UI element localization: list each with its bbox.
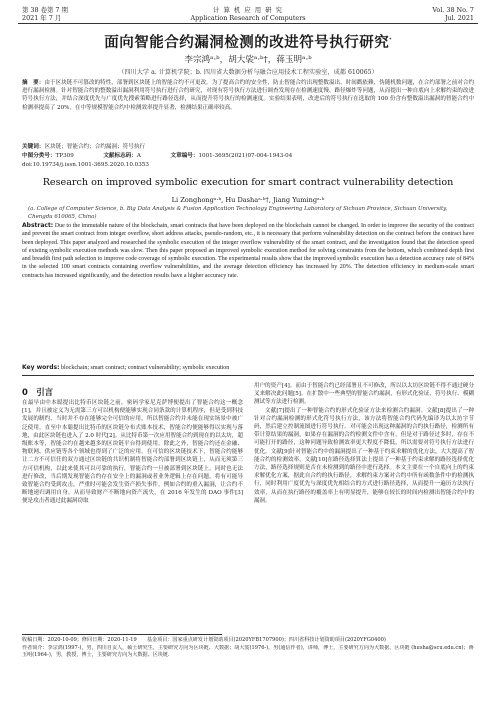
volume-issue-en: Vol. 38 No. 7 xyxy=(432,6,474,14)
header-rule xyxy=(18,23,478,24)
keywords-en xyxy=(22,364,474,372)
class-number-value: TP309 xyxy=(55,153,74,159)
keywords-cn xyxy=(22,143,474,151)
body-column-right xyxy=(254,382,474,628)
abstract-cn xyxy=(22,79,474,141)
class-number-label: 中图分类号： xyxy=(22,153,56,159)
classification-line xyxy=(22,152,474,160)
abstract-cn-text: 由于区块链不可篡改的特性，部署到区块链上的智能合约不可更改。为了提高合约的安全性，防止智能合约出现整数溢出、时间戳依赖、伪随机数问题，在合约部署之前对合约进行漏洞检测。针对智能合约的整数溢出漏洞利用符号执行进行合约研究，对现有符号执行方法进行调查发现存在检测速度慢、路径爆炸等问题，从而提出一种自底向上求解约束的改进符号执行方法，并结合深度优先与广度优先搜索策略进行路径选择，从而提升符号执行的检测速度。实验结果表明，改进后的符号执行在选取的 100 份含有整数溢出漏洞的智能合约中检测率提高了 20%，在中等规模智能合约中检测效率提升显著，检测结果正确率较高。 xyxy=(22,80,474,111)
affiliation-cn: （四川大学 a. 计算机学院；b. 四川省大数据分析与融合应用技术工程实验室，成都 610065） xyxy=(118,69,378,76)
keywords-en-text: blockchain; smart contract; contract vulnerability; symbolic execution xyxy=(61,365,230,371)
abstract-cn-label: 摘 要： xyxy=(22,80,45,86)
article-number-label: 文章编号： xyxy=(170,153,199,159)
date-cn: 2021 年 7 月 xyxy=(22,14,62,22)
body-column-left: 在最早由中本聪提出比特币区块链之前，密码学家尼克萨博便提出了智能合约这一概念[1]，并且被定义为无需第三方可以机构便能够实现合同条款的计算机程序，但是受到科技发展的制约，当时并不存在能够完全可信的应用，所以智能合约并未能在现实场景中被广泛使用。直至中本聪提出比特币的区块链分布式账本技术，智能合约便能够得以实现与落地，由此区块链也进入了 2.0 时代[2]。从比特币第一次应用智能合约到现在的以太坊，超级账本等，智能合约在越来越多的区块链平台得到使用。除此之外，智能合约还在金融、物联网、供应链等各个领域也得到了广泛的应用。在可信的区块链技术下，智能合约能够让二方不可信任的双方通过区块链的共识机制将智能合约部署到区块链上，从而无须第三方可信机构，以此来使其可以可靠的执行，智能合约一旦被部署到区块链上，同时也无法进行修改，当后期发现智能合约存在安全上的漏洞或者业务逻辑上存在问题，将有可能导致智能合约受到攻击，严重时可能会发生资产损失事件，例如合约的重入漏洞，让合约不断地递归调用自身，从而导致财产不断地向资产流失，在 2016 年发生的 DAO 事件[3] 便是攻击者通过此漏洞窃取 xyxy=(22,400,243,505)
abstract-en-label: Abstract: xyxy=(22,222,54,229)
article-number-value: 1001-3695(2021)07-004-1943-04 xyxy=(198,153,293,159)
keywords-cn-label: 关键词： xyxy=(22,144,45,150)
affiliation-en: (a. College of Computer Science, b. Big Data Analysis & Fusion Application Technology Engineering Laboratory of Sichuan Province, Sichuan University, Chengdu 610065, China) xyxy=(28,206,448,220)
section-heading: 0 引言 xyxy=(22,387,53,397)
authors-cn: 李宗鸿ᵃ·ᵇ，胡大裟ᵃ·ᵇ†，蒋玉明ᵃ·ᵇ xyxy=(184,55,312,65)
doc-code-value: A xyxy=(136,153,141,159)
abstract-divider xyxy=(22,375,474,376)
footnote-rule xyxy=(22,634,222,635)
journal-name-en: Application Research of Computers xyxy=(190,14,306,22)
footnote-author-bio: 作者简介：李宗鸿(1997-)，男，四川自贡人，硕士研究生，主要研究方向为区块链、大数据；胡大裟(1976-)，男(通信作者)，讲师，博士，主要研究方向为大数据、区块链 (husha@scu.edu.cn)；蒋玉明(1964-)，男，教授，博士，主要研究方向为大数据、区块链. xyxy=(22,645,474,659)
keywords-en-label: Key words: xyxy=(22,364,60,371)
doi: doi:10.19734/j.issn.1001-3695.2020.10.0353 xyxy=(22,162,149,168)
title-footnote-mark: * xyxy=(389,37,392,43)
date-en: Jul. 2021 xyxy=(444,14,474,22)
journal-name-cn: 计 算 机 应 用 研 究 xyxy=(213,6,283,14)
body-right-paragraph-2: 文献[7]提出了一种智能合约的形式化验证方法来检测合约漏洞。文献[8]提出了一种针对合约漏洞检测的形式化符号执行方法，该方法将智能合约代码先编译为以太坊字节码，然后建立控制流图进行符号执行。对可能会出现这种漏洞的合约执行路径，检测所有带计算结果的漏洞，如果存在漏洞的合约检测文件中含有，但是对于路径过多时，存在不可能打开的路径，这种问题导致检测效率更大程度不降低，所以需要对符号执行方法进行优化。文献[9]针对智能合约中的漏洞提出了一种基于约束求解的优化方法，大大提高了智能合约的检测效率，文献[10]在路径选择算法上提出了一种基于约束求解的路径选择优化方法，路径选择规则是否在未检测到的路径中进行选择。本文主要在一个自底向上的约束求解优化方案，据此自合约的执行路径，求解约束方案对合约中所有函数条件中的检测执行，同时利用广度优先与深度优先相结合的方式进行路径选择，从而提升一遍历方法执行效率，从而在执行路径的覆盖率上有明显提升，能够在较长的时间内检测出智能合约中的漏洞。 xyxy=(254,407,474,504)
paper-title-cn xyxy=(0,31,496,52)
footnote-received-funding: 收稿日期：2020-10-09；修回日期：2020-11-19 基金项目：国家重点研发计划资助项目(2020YFB1707900)；四川省科技计划资助项目(2020YFG0400) xyxy=(22,637,386,643)
keywords-cn-text: 区块链；智能合约；合约漏洞；符号执行 xyxy=(44,144,146,150)
body-right-paragraph-1: 用户的资产[4]。而由于智能合约已经部署且不可修改，所以以太坊区块链不得不通过硬分叉来解决此问题[5]。在扩散中一些典型的智能合约漏洞，有形式化验证、符号执行、模糊测试等方法进行检测。 xyxy=(254,383,474,406)
doc-code-label: 文献标志码： xyxy=(103,153,137,159)
paper-title-en: Research on improved symbolic execution for smart contract vulnerability detection xyxy=(42,177,454,188)
authors-en: Li Zonghongᵃ·ᵇ, Hu Dashaᵃ·ᵇ†, Jiang Yumingᵃ·ᵇ xyxy=(171,196,325,204)
abstract-en-text: Due to the immutable nature of the blockchain, smart contracts that have been deployed on the blockchain cannot be changed. In order to improve the security of the contract and prevent the smart contract from integer overflow, short address attacks, pseudo-random, etc., it is necessary that perform vulnerability detection on the contract before the contract have been deployed. This paper analyzed and researched the symbolic execution of the integer overflow vulnerability of the smart contract, and the investigation found that the detection speed of existing symbolic execution methods was slow. Then this paper proposed an improved symbolic execution method for solving constraints from the bottom, which combined depth first and breadth first path selection to improve code coverage of symbolic execution. The experimental results show that the improved symbolic execution has a detection accuracy rate of 84% in the selected 100 smart contracts containing overflow vulnerabilities, and the average detection efficiency has increased by 20%. The detection efficiency in medium-scale smart contracts has increased significantly, and the detection results have a higher accuracy rate. xyxy=(22,223,474,279)
paper-title-cn-text: 面向智能合约漏洞检测的改进符号执行研究 xyxy=(104,35,390,51)
abstract-en xyxy=(22,222,474,362)
volume-issue-cn: 第 38 卷第 7 期 xyxy=(22,6,68,14)
